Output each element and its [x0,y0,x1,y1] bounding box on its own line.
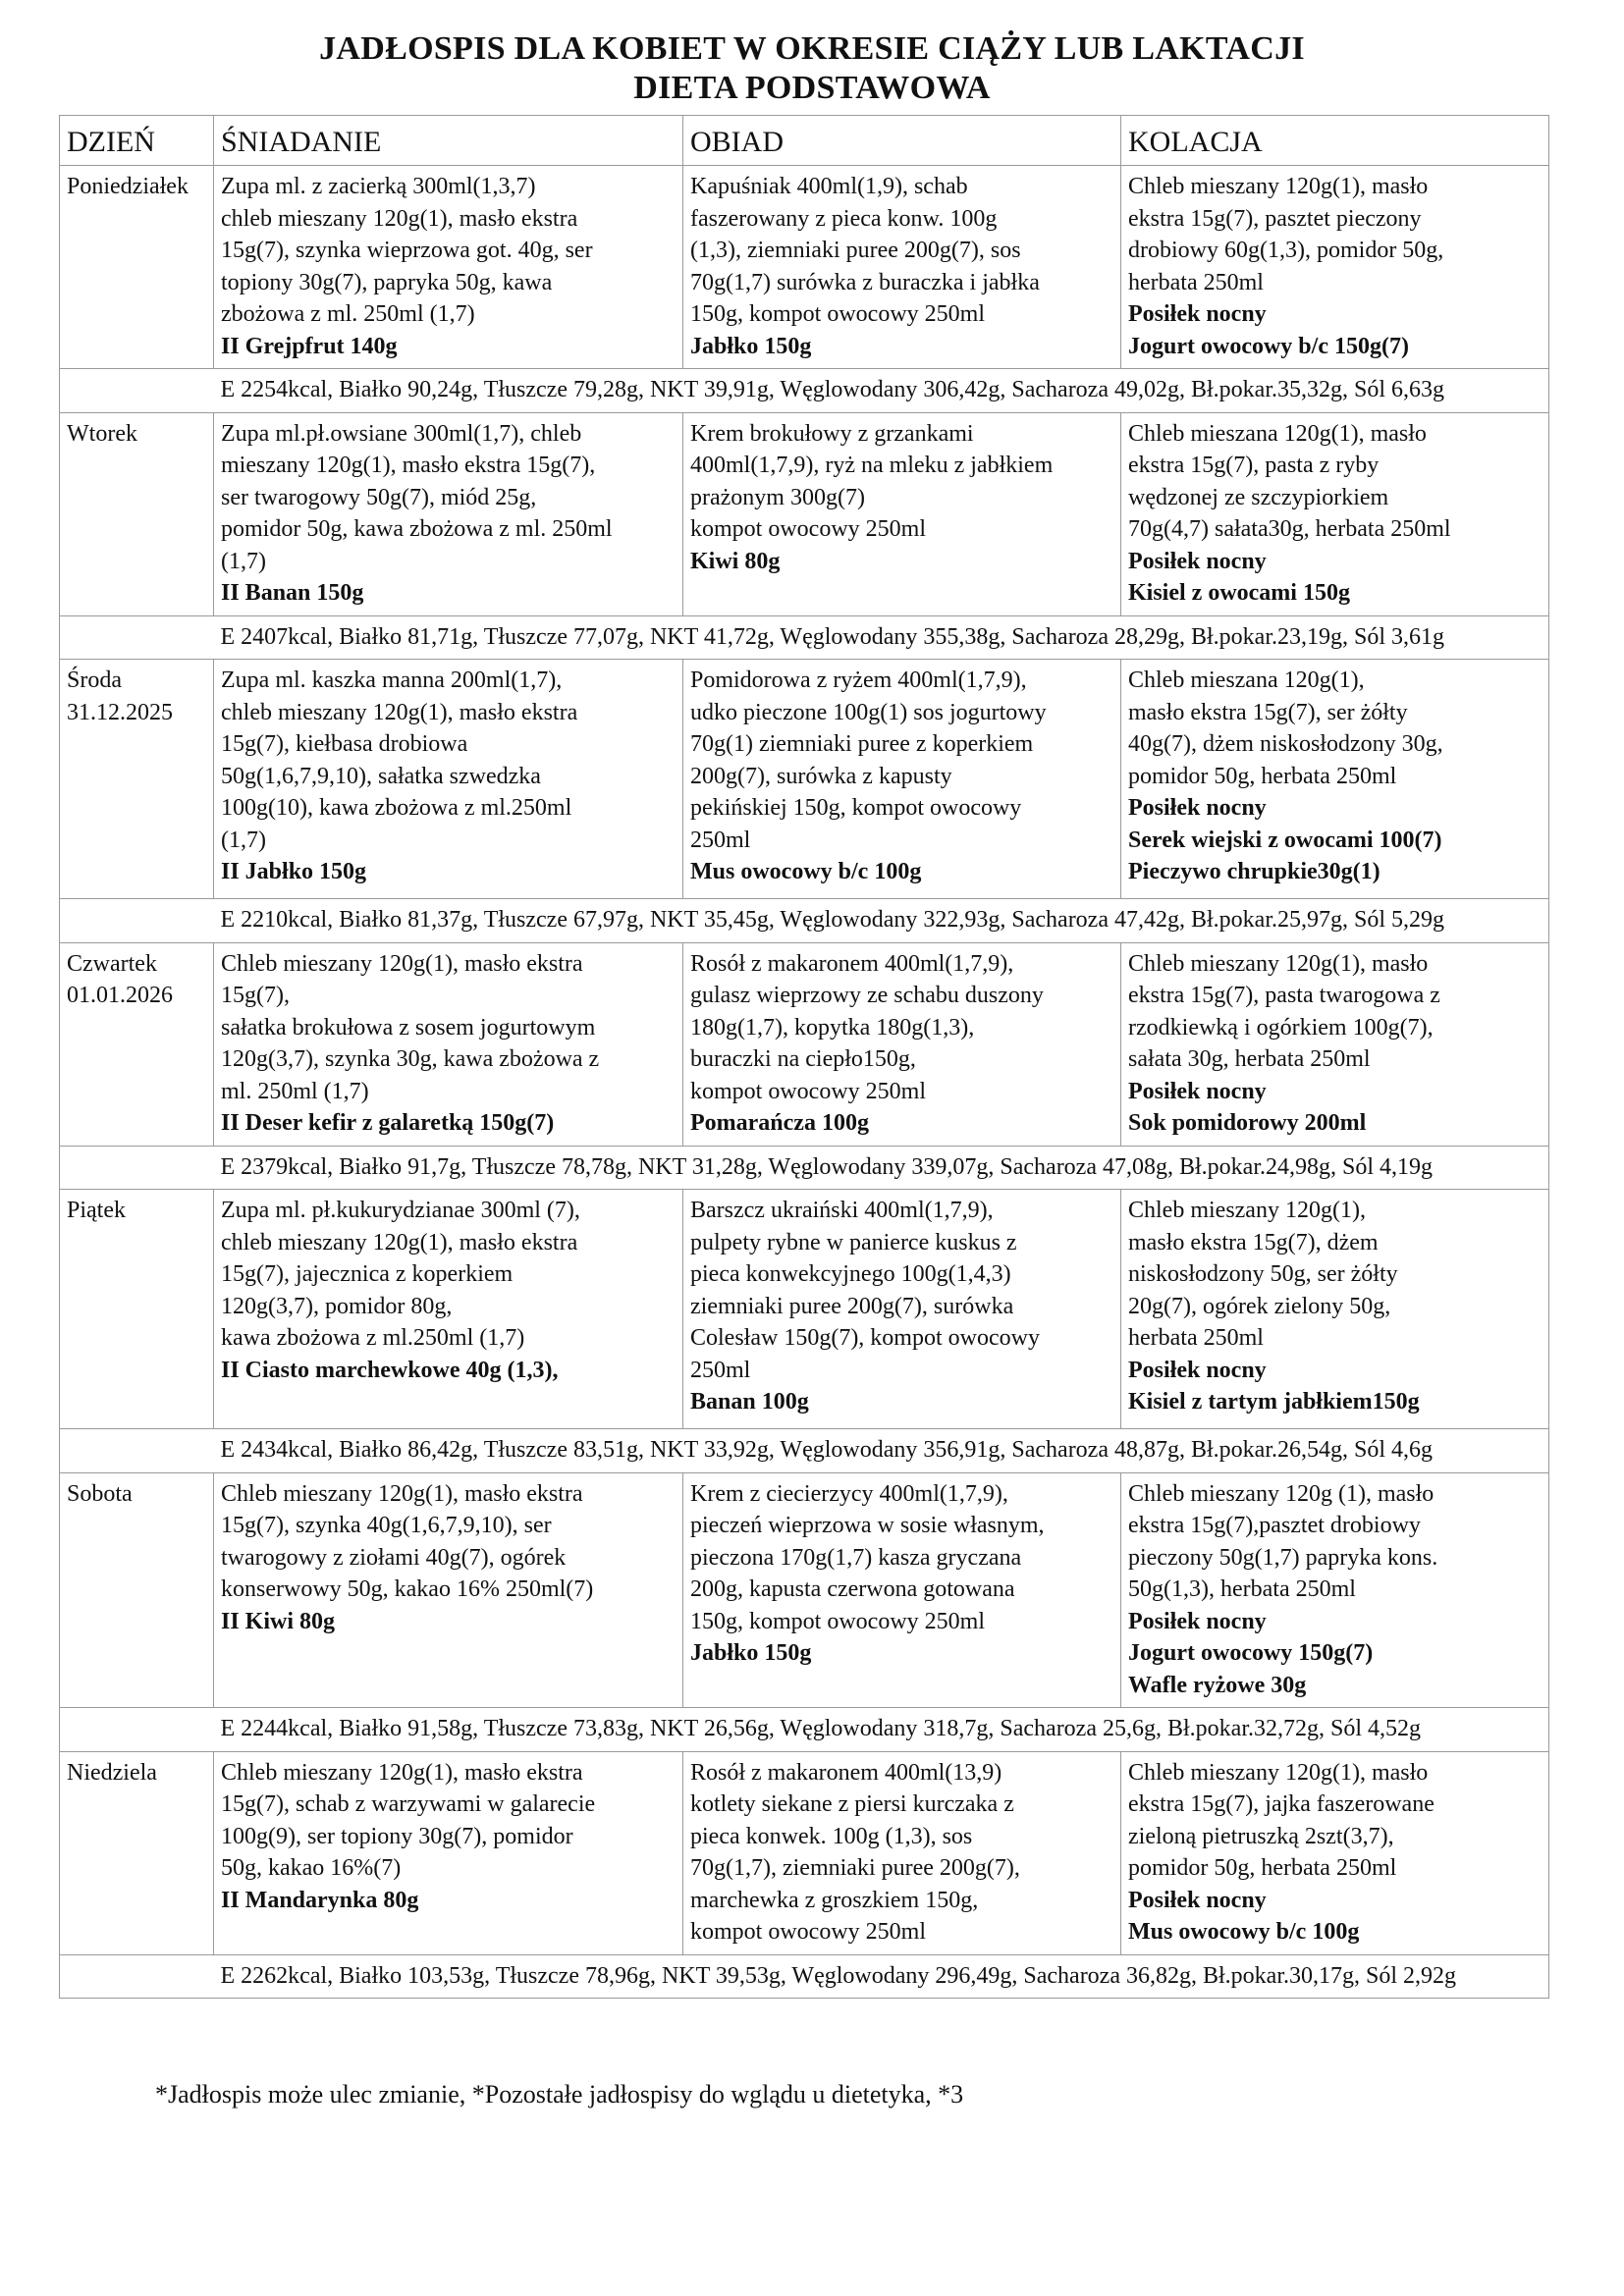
meal-line: twarogowy z ziołami 40g(7), ogórek [221,1544,567,1571]
nutrition-spacer [60,1954,214,1999]
meal-line: Chleb mieszany 120g(1), masło [1128,174,1429,199]
meal-highlight-line: Serek wiejski z owocami 100(7) [1128,827,1442,853]
nutrition-summary: E 2407kcal, Białko 81,71g, Tłuszcze 77,07g, NKT 41,72g, Węglowodany 355,38g, Sacharoza 28,29g, Bł.pokar.23,19g, Sól 3,61g [214,615,1549,660]
meal-highlight-line: Posiłek nocny [1128,1887,1267,1913]
meal-highlight-line: Jogurt owocowy 150g(7) [1128,1640,1374,1666]
nutrition-spacer [60,1708,214,1752]
meal-line: kompot owocowy 250ml [690,516,926,542]
meal-line: 15g(7), schab z warzywami w galarecie [221,1791,596,1817]
meal-line: 70g(1) ziemniaki puree z koperkiem [690,731,1034,757]
meal-highlight-line: II Ciasto marchewkowe 40g (1,3), [221,1357,559,1383]
meal-highlight-line: Wafle ryżowe 30g [1128,1672,1307,1698]
meal-line: Chleb mieszana 120g(1), [1128,667,1365,693]
breakfast-cell [214,1751,683,1954]
dinner-cell [1121,1472,1549,1708]
meal-line: Zupa ml. pł.kukurydzianae 300ml (7), [221,1198,580,1223]
meal-line: 100g(9), ser topiony 30g(7), pomidor [221,1823,573,1849]
meal-highlight-line: II Banan 150g [221,580,364,606]
meal-highlight-line: Posiłek nocny [1128,548,1267,574]
meal-line: Colesław 150g(7), kompot owocowy [690,1325,1040,1351]
meal-line: 120g(3,7), pomidor 80g, [221,1293,453,1319]
meal-highlight-line: Posiłek nocny [1128,1608,1267,1634]
day-name: Poniedziałek [67,174,189,199]
footnote: *Jadłospis może ulec zmianie, *Pozostałe jadłospisy do wglądu u dietetyka, *3 [155,2080,964,2109]
dinner-cell [1121,660,1549,899]
meal-line: ekstra 15g(7), jajka faszerowane [1128,1791,1435,1817]
meal-line: Chleb mieszany 120g(1), [1128,1198,1366,1223]
meal-highlight-line: Kisiel z tartym jabłkiem150g [1128,1389,1420,1415]
meal-highlight-line: II Grejpfrut 140g [221,333,398,359]
meal-line: ekstra 15g(7), pasta z ryby [1128,453,1380,478]
meal-line: pomidor 50g, herbata 250ml [1128,763,1397,789]
meal-line: marchewka z groszkiem 150g, [690,1887,979,1913]
nutrition-row [60,1954,1549,1999]
meal-line: Krem brokułowy z grzankami [690,420,974,447]
meal-line: 70g(1,7) surówka z buraczka i jabłka [690,269,1040,295]
meal-highlight-line: Kisiel z owocami 150g [1128,580,1350,606]
meal-line: Chleb mieszany 120g(1), masło [1128,1759,1429,1786]
dinner-cell [1121,1751,1549,1954]
meal-line: ml. 250ml (1,7) [221,1078,369,1104]
day-row [60,1472,1549,1708]
meal-line: 20g(7), ogórek zielony 50g, [1128,1293,1391,1319]
meal-line: zbożowa z ml. 250ml (1,7) [221,301,475,327]
meal-line: 50g, kakao 16%(7) [221,1855,402,1881]
meal-line: topiony 30g(7), papryka 50g, kawa [221,269,553,295]
meal-line: pieczony 50g(1,7) papryka kons. [1128,1544,1438,1571]
lunch-cell [683,660,1121,899]
meal-line: wędzonej ze szczypiorkiem [1128,484,1389,510]
meal-line: 70g(4,7) sałata30g, herbata 250ml [1128,516,1451,542]
nutrition-summary: E 2379kcal, Białko 91,7g, Tłuszcze 78,78g, NKT 31,28g, Węglowodany 339,07g, Sacharoza 47,08g, Bł.pokar.24,98g, Sól 4,19g [214,1146,1549,1190]
meal-line: Pomidorowa z ryżem 400ml(1,7,9), [690,667,1027,693]
meal-line: 150g, kompot owocowy 250ml [690,1608,985,1634]
meal-line: Zupa ml. z zacierką 300ml(1,3,7) [221,174,536,199]
day-date: 31.12.2025 [67,699,173,725]
lunch-cell [683,942,1121,1146]
meal-line: niskosłodzony 50g, ser żółty [1128,1261,1398,1287]
meal-line: pulpety rybne w panierce kuskus z [690,1229,1017,1255]
breakfast-cell [214,1472,683,1708]
lunch-cell [683,1751,1121,1954]
meal-line: faszerowany z pieca konw. 100g [690,205,998,232]
meal-line: Chleb mieszana 120g(1), masło [1128,420,1427,447]
nutrition-summary: E 2210kcal, Białko 81,37g, Tłuszcze 67,97g, NKT 35,45g, Węglowodany 322,93g, Sacharoza 47,42g, Bł.pokar.25,97g, Sól 5,29g [214,899,1549,943]
meal-line: 200g, kapusta czerwona gotowana [690,1576,1015,1602]
day-name: Sobota [67,1480,133,1507]
lunch-cell [683,412,1121,615]
breakfast-cell [214,412,683,615]
meal-line: chleb mieszany 120g(1), masło ekstra [221,699,578,725]
meal-line: Chleb mieszany 120g(1), masło ekstra [221,1480,583,1507]
meal-line: ekstra 15g(7),pasztet drobiowy [1128,1513,1421,1538]
column-header-day: DZIEŃ [60,116,214,166]
meal-highlight-line: II Deser kefir z galaretką 150g(7) [221,1110,555,1136]
meal-highlight-line: Jabłko 150g [690,333,812,359]
meal-line: Rosół z makaronem 400ml(13,9) [690,1759,1002,1786]
day-name: Niedziela [67,1759,157,1786]
day-name: Czwartek [67,950,157,977]
meal-line: 70g(1,7), ziemniaki puree 200g(7), [690,1855,1020,1881]
meal-highlight-line: Sok pomidorowy 200ml [1128,1110,1367,1136]
meal-highlight-line: Pomarańcza 100g [690,1110,869,1136]
meal-line: kotlety siekane z piersi kurczaka z [690,1791,1014,1817]
meal-line: kawa zbożowa z ml.250ml (1,7) [221,1325,525,1351]
nutrition-spacer [60,615,214,660]
meal-line: Chleb mieszany 120g (1), masło [1128,1480,1435,1507]
day-row [60,412,1549,615]
day-row [60,660,1549,899]
meal-line: pomidor 50g, herbata 250ml [1128,1855,1397,1881]
meal-line: ser twarogowy 50g(7), miód 25g, [221,484,537,510]
page-subtitle: DIETA PODSTAWOWA [633,70,991,106]
meal-line: (1,3), ziemniaki puree 200g(7), sos [690,238,1021,263]
meal-line: 15g(7), jajecznica z koperkiem [221,1261,514,1287]
meal-line: 50g(1,6,7,9,10), sałatka szwedzka [221,763,541,789]
meal-line: 50g(1,3), herbata 250ml [1128,1576,1356,1602]
meal-line: sałata 30g, herbata 250ml [1128,1046,1371,1072]
meal-line: rzodkiewką i ogórkiem 100g(7), [1128,1014,1434,1041]
nutrition-summary: E 2244kcal, Białko 91,58g, Tłuszcze 73,83g, NKT 26,56g, Węglowodany 318,7g, Sacharoza 25,6g, Bł.pokar.32,72g, Sól 4,52g [214,1708,1549,1752]
meal-highlight-line: Mus owocowy b/c 100g [690,859,922,884]
meal-line: mieszany 120g(1), masło ekstra 15g(7), [221,453,596,478]
meal-line: 40g(7), dżem niskosłodzony 30g, [1128,731,1443,757]
nutrition-row [60,1429,1549,1473]
meal-line: gulasz wieprzowy ze schabu duszony [690,983,1044,1008]
meal-line: masło ekstra 15g(7), dżem [1128,1229,1379,1255]
lunch-cell [683,166,1121,369]
document-header [0,29,1624,108]
meal-line: sałatka brokułowa z sosem jogurtowym [221,1014,596,1041]
day-cell [60,942,214,1146]
meal-line: Zupa ml.pł.owsiane 300ml(1,7), chleb [221,420,582,447]
nutrition-summary: E 2434kcal, Białko 86,42g, Tłuszcze 83,51g, NKT 33,92g, Węglowodany 356,91g, Sacharoza 48,87g, Bł.pokar.26,54g, Sól 4,6g [214,1429,1549,1473]
meal-line: pieca konwekcyjnego 100g(1,4,3) [690,1261,1011,1287]
meal-line: Rosół z makaronem 400ml(1,7,9), [690,950,1014,977]
meal-line: chleb mieszany 120g(1), masło ekstra [221,1229,578,1255]
nutrition-row [60,1146,1549,1190]
nutrition-row [60,615,1549,660]
meal-highlight-line: II Jabłko 150g [221,859,367,884]
meal-highlight-line: Posiłek nocny [1128,1078,1267,1104]
nutrition-spacer [60,369,214,413]
nutrition-row [60,369,1549,413]
day-name: Wtorek [67,420,137,447]
column-header-breakfast: ŚNIADANIE [214,116,683,166]
meal-highlight-line: Mus owocowy b/c 100g [1128,1919,1360,1945]
meal-line: ziemniaki puree 200g(7), surówka [690,1293,1014,1319]
meal-line: kompot owocowy 250ml [690,1078,926,1104]
meal-line: Kapuśniak 400ml(1,9), schab [690,174,968,199]
meal-line: (1,7) [221,827,266,853]
meal-highlight-line: Jogurt owocowy b/c 150g(7) [1128,333,1409,359]
day-date: 01.01.2026 [67,983,173,1008]
meal-line: 120g(3,7), szynka 30g, kawa zbożowa z [221,1046,600,1072]
day-cell [60,412,214,615]
meal-line: 100g(10), kawa zbożowa z ml.250ml [221,795,572,821]
day-row [60,1751,1549,1954]
meal-highlight-line: Jabłko 150g [690,1640,812,1666]
meal-line: udko pieczone 100g(1) sos jogurtowy [690,699,1047,725]
meal-line: Chleb mieszany 120g(1), masło [1128,950,1429,977]
meal-line: pieczeń wieprzowa w sosie własnym, [690,1513,1045,1538]
meal-line: 15g(7), szynka 40g(1,6,7,9,10), ser [221,1513,552,1538]
page-title: JADŁOSPIS DLA KOBIET W OKRESIE CIĄŻY LUB LAKTACJI [319,30,1305,67]
day-name: Piątek [67,1198,126,1223]
lunch-cell [683,1472,1121,1708]
nutrition-spacer [60,899,214,943]
meal-line: 150g, kompot owocowy 250ml [690,301,985,327]
day-cell [60,660,214,899]
dinner-cell [1121,412,1549,615]
meal-line: 180g(1,7), kopytka 180g(1,3), [690,1014,975,1041]
meal-line: herbata 250ml [1128,269,1264,295]
meal-line: pomidor 50g, kawa zbożowa z ml. 250ml [221,516,613,542]
meal-line: ekstra 15g(7), pasta twarogowa z [1128,983,1440,1008]
meal-line: buraczki na ciepło150g, [690,1046,916,1072]
menu-table [59,115,1549,1999]
header-row [60,116,1549,166]
meal-line: konserwowy 50g, kakao 16% 250ml(7) [221,1576,594,1602]
nutrition-summary: E 2254kcal, Białko 90,24g, Tłuszcze 79,28g, NKT 39,91g, Węglowodany 306,42g, Sacharoza 49,02g, Bł.pokar.35,32g, Sól 6,63g [214,369,1549,413]
meal-highlight-line: Kiwi 80g [690,548,781,574]
meal-line: 250ml [690,827,751,853]
meal-highlight-line: II Mandarynka 80g [221,1887,419,1913]
dinner-cell [1121,1190,1549,1429]
meal-line: prażonym 300g(7) [690,484,865,510]
meal-line: Barszcz ukraiński 400ml(1,7,9), [690,1198,994,1223]
meal-highlight-line: Posiłek nocny [1128,1357,1267,1383]
meal-line: herbata 250ml [1128,1325,1264,1351]
menu-body [60,166,1549,1999]
meal-highlight-line: Banan 100g [690,1389,809,1415]
day-row [60,166,1549,369]
day-name: Środa [67,667,122,693]
nutrition-summary: E 2262kcal, Białko 103,53g, Tłuszcze 78,96g, NKT 39,53g, Węglowodany 296,49g, Sacharoza 36,82g, Bł.pokar.30,17g, Sól 2,92g [214,1954,1549,1999]
day-cell [60,1190,214,1429]
nutrition-spacer [60,1429,214,1473]
meal-line: Chleb mieszany 120g(1), masło ekstra [221,1759,583,1786]
dinner-cell [1121,942,1549,1146]
meal-line: pekińskiej 150g, kompot owocowy [690,795,1022,821]
lunch-cell [683,1190,1121,1429]
meal-line: zieloną pietruszką 2szt(3,7), [1128,1823,1394,1849]
meal-line: (1,7) [221,548,266,574]
meal-line: masło ekstra 15g(7), ser żółty [1128,699,1408,725]
meal-highlight-line: Posiłek nocny [1128,301,1267,327]
breakfast-cell [214,166,683,369]
day-cell [60,166,214,369]
meal-line: 15g(7), [221,983,290,1008]
meal-line: Chleb mieszany 120g(1), masło ekstra [221,950,583,977]
meal-line: pieczona 170g(1,7) kasza gryczana [690,1544,1022,1571]
meal-highlight-line: Pieczywo chrupkie30g(1) [1128,859,1380,884]
breakfast-cell [214,660,683,899]
nutrition-row [60,899,1549,943]
day-row [60,1190,1549,1429]
meal-line: chleb mieszany 120g(1), masło ekstra [221,205,578,232]
breakfast-cell [214,1190,683,1429]
meal-line: drobiowy 60g(1,3), pomidor 50g, [1128,238,1444,263]
meal-highlight-line: II Kiwi 80g [221,1608,336,1634]
day-row [60,942,1549,1146]
day-cell [60,1472,214,1708]
meal-line: 400ml(1,7,9), ryż na mleku z jabłkiem [690,453,1054,478]
meal-line: 15g(7), szynka wieprzowa got. 40g, ser [221,238,593,263]
breakfast-cell [214,942,683,1146]
column-header-lunch: OBIAD [683,116,1121,166]
column-header-dinner: KOLACJA [1121,116,1549,166]
meal-line: 250ml [690,1357,751,1383]
meal-line: kompot owocowy 250ml [690,1919,926,1945]
nutrition-row [60,1708,1549,1752]
meal-highlight-line: Posiłek nocny [1128,795,1267,821]
dinner-cell [1121,166,1549,369]
day-cell [60,1751,214,1954]
meal-line: pieca konwek. 100g (1,3), sos [690,1823,973,1849]
meal-line: Krem z ciecierzycy 400ml(1,7,9), [690,1480,1008,1507]
meal-line: 200g(7), surówka z kapusty [690,763,952,789]
meal-line: Zupa ml. kaszka manna 200ml(1,7), [221,667,563,693]
meal-line: ekstra 15g(7), pasztet pieczony [1128,205,1422,232]
meal-line: 15g(7), kiełbasa drobiowa [221,731,468,757]
nutrition-spacer [60,1146,214,1190]
